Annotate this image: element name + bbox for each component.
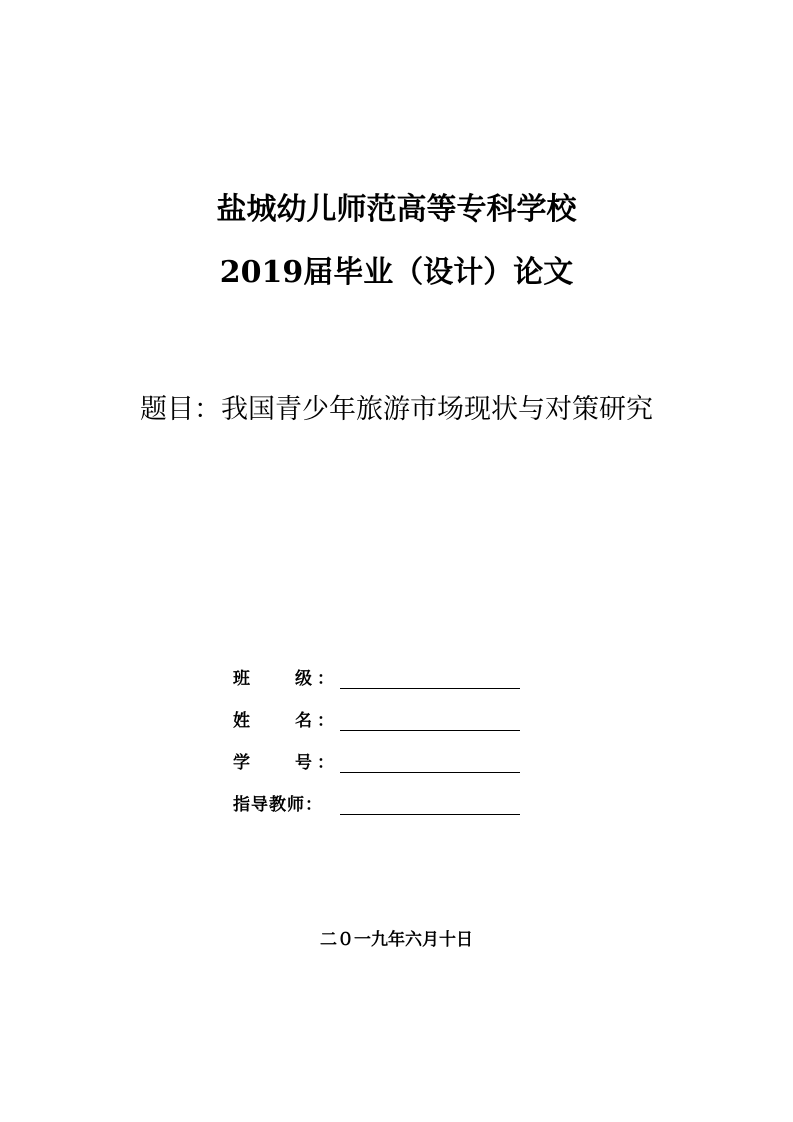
name-blank-line <box>340 730 520 731</box>
student-info-form <box>233 666 533 834</box>
class-blank-line <box>340 688 520 689</box>
student-id-blank-line <box>340 772 520 773</box>
class-field: 班 级 ： <box>233 666 533 708</box>
name-field: 姓 名 ： <box>233 708 533 750</box>
student-id-field: 学 号 ： <box>233 750 533 792</box>
advisor-blank-line <box>340 814 520 815</box>
thesis-topic: 题目：我国青少年旅游市场现状与对策研究 <box>140 394 653 425</box>
submission-date: 二０一九年六月十日 <box>320 930 473 950</box>
thesis-title: 2019届毕业（设计）论文 <box>219 255 574 290</box>
school-name: 盐城幼儿师范高等专科学校 <box>216 192 577 227</box>
advisor-field: 指导教师： <box>233 792 533 834</box>
